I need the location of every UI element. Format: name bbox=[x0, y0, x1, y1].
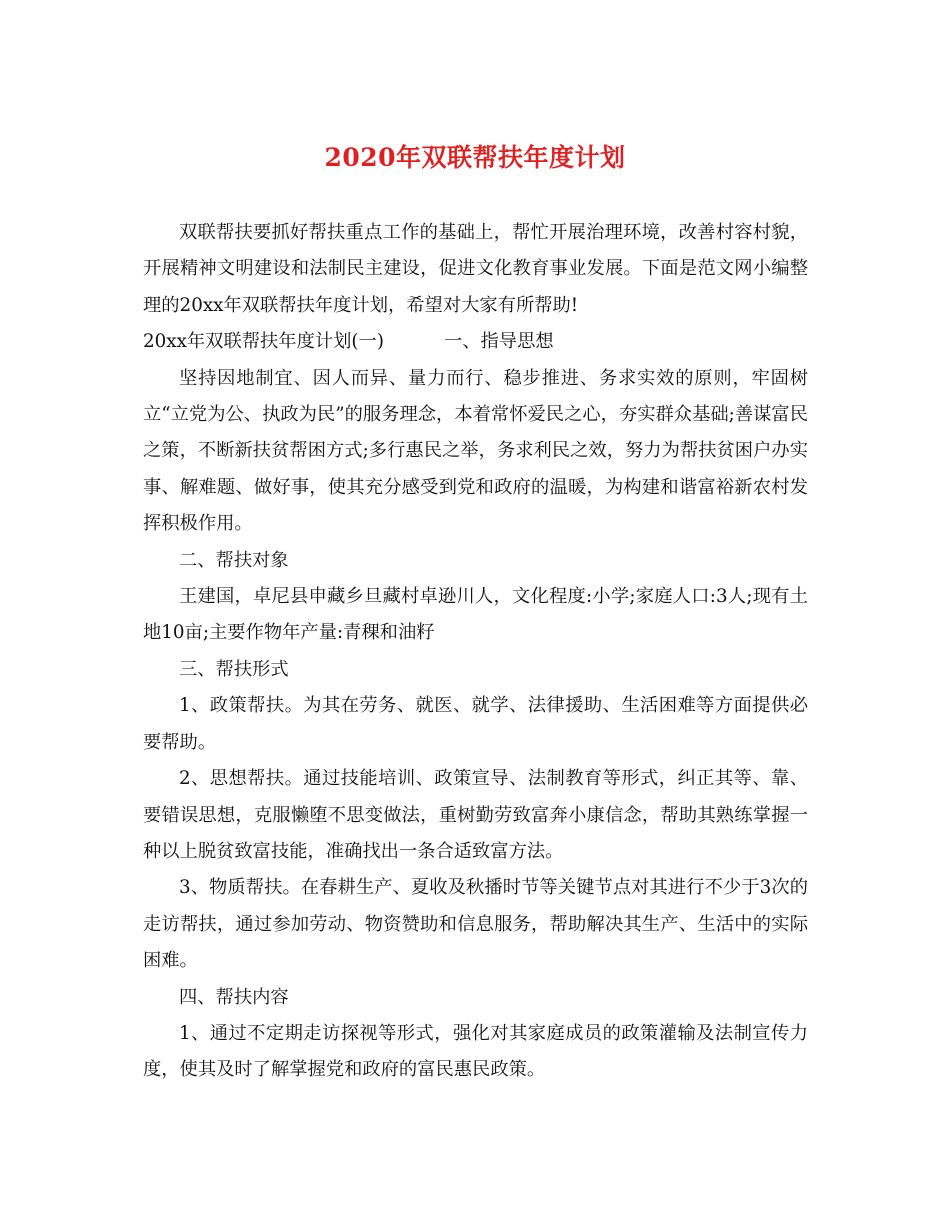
document-title: 2020年双联帮扶年度计划 bbox=[324, 143, 626, 172]
section-2-body: 王建国，卓尼县申藏乡旦藏村卓逊川人，文化程度:小学;家庭人口:3人;现有土地10亩;主要作物年产量:青稞和油籽 bbox=[143, 586, 808, 644]
section-1-heading: 一、指导思想 bbox=[443, 331, 554, 353]
section-3-heading: 三、帮扶形式 bbox=[179, 658, 289, 680]
section-3-item-2: 2、思想帮扶。通过技能培训、政策宣导、法制教育等形式，纠正其等、靠、要错误思想，克服懒堕不思变做法，重树勤劳致富奔小康信念，帮助其熟练掌握一种以上脱贫致富技能，准确找出一条合适致富方法。 bbox=[143, 768, 808, 862]
section-3-item-1: 1、政策帮扶。为其在劳务、就医、就学、法律援助、生活困难等方面提供必要帮助。 bbox=[143, 695, 808, 753]
plan-title-line bbox=[143, 324, 808, 360]
section-2-heading: 二、帮扶对象 bbox=[179, 549, 289, 571]
document-body bbox=[143, 215, 808, 1089]
section-3-item-3: 3、物质帮扶。在春耕生产、夏收及秋播时节等关键节点对其进行不少于3次的走访帮扶，通过参加劳动、物资赞助和信息服务，帮助解决其生产、生活中的实际困难。 bbox=[143, 877, 808, 972]
intro-paragraph: 双联帮扶要抓好帮扶重点工作的基础上，帮忙开展治理环境，改善村容村貌，开展精神文明建设和法制民主建设，促进文化教育事业发展。下面是范文网小编整理的20xx年双联帮扶年度计划，希望对大家有所帮助! bbox=[143, 222, 808, 316]
section-1-body: 坚持因地制宜、因人而异、量力而行、稳步推进、务求实效的原则，牢固树立“立党为公、执政为民”的服务理念，本着常怀爱民之心，夯实群众基础;善谋富民之策，不断新扶贫帮困方式;多行惠民之举，务求利民之效，努力为帮扶贫困户办实事、解难题、做好事，使其充分感受到党和政府的温暖，为构建和谐富裕新农村发挥积极作用。 bbox=[143, 367, 808, 535]
plan-title: 20xx年双联帮扶年度计划(一) bbox=[143, 331, 384, 353]
section-4-heading: 四、帮扶内容 bbox=[179, 986, 289, 1008]
section-4-item-1: 1、通过不定期走访探视等形式，强化对其家庭成员的政策灌输及法制宣传力度，使其及时了解掌握党和政府的富民惠民政策。 bbox=[143, 1022, 808, 1081]
